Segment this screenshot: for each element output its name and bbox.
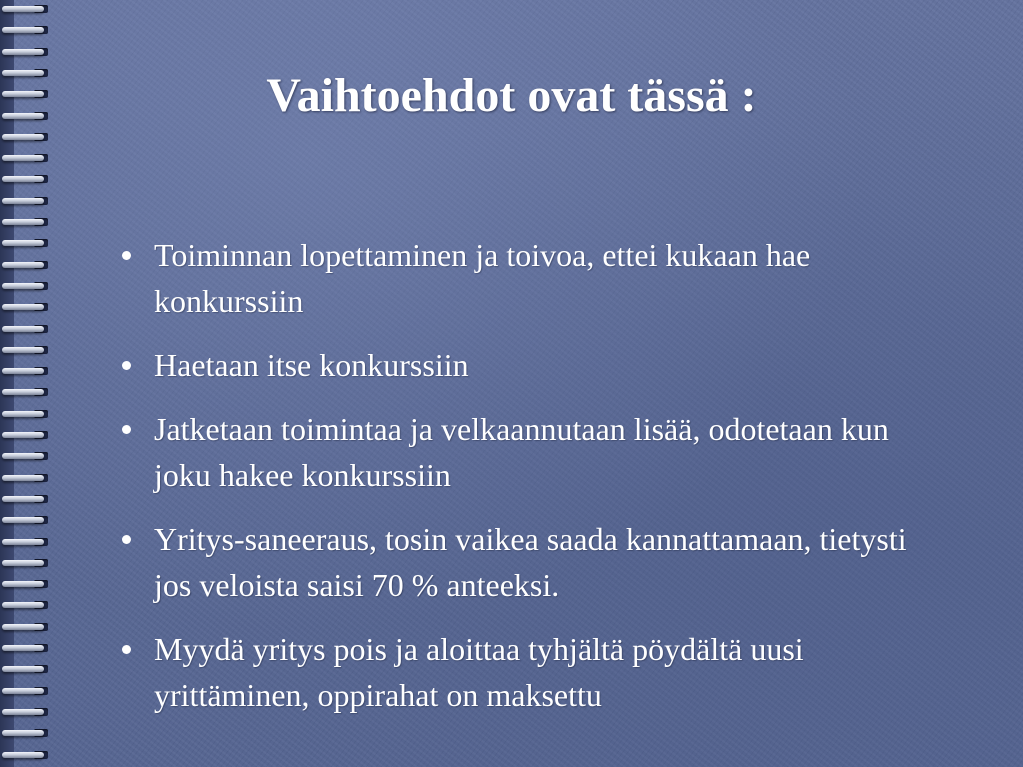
binding-ring [2,539,44,545]
bullet-dot-icon [122,361,131,370]
binding-ring [2,347,44,353]
bullet-dot-icon [122,251,131,260]
bullet-text: Toiminnan lopettaminen ja toivoa, ettei kukaan hae konkurssiin [154,237,811,319]
binding-ring [2,475,44,481]
bullet-dot-icon [122,645,131,654]
bullet-item [118,232,938,324]
bullet-list [118,232,938,736]
binding-ring [2,624,44,630]
binding-ring [2,709,44,715]
binding-ring [2,389,44,395]
binding-ring [2,262,44,268]
binding-ring [2,645,44,651]
binding-ring [2,666,44,672]
binding-ring [2,602,44,608]
binding-ring [2,240,44,246]
bullet-text: Yritys-saneeraus, tosin vaikea saada kannattamaan, tietysti jos veloista saisi 70 % anteeksi. [154,521,907,603]
binding-ring [2,496,44,502]
binding-ring [2,198,44,204]
binding-ring [2,27,44,33]
bullet-dot-icon [122,425,131,434]
binding-ring [2,688,44,694]
binding-ring [2,581,44,587]
bullet-dot-icon [122,535,131,544]
bullet-text: Myydä yritys pois ja aloittaa tyhjältä pöydältä uusi yrittäminen, oppirahat on maksettu [154,631,804,713]
bullet-item [118,342,938,388]
binding-ring [2,49,44,55]
binding-ring [2,432,44,438]
binding-ring [2,219,44,225]
bullet-item [118,516,938,608]
binding-ring [2,155,44,161]
binding-ring [2,453,44,459]
binding-ring [2,560,44,566]
binding-ring [2,752,44,758]
binding-ring [2,6,44,12]
bullet-text: Jatketaan toimintaa ja velkaannutaan lisää, odotetaan kun joku hakee konkurssiin [154,411,889,493]
binding-ring [2,304,44,310]
binding-ring [2,283,44,289]
slide-title: Vaihtoehdot ovat tässä : [266,69,757,122]
binding-ring [2,517,44,523]
bullet-item [118,626,938,718]
binding-ring [2,730,44,736]
bullet-item [118,406,938,498]
binding-ring [2,326,44,332]
binding-ring [2,411,44,417]
binding-ring [2,134,44,140]
binding-ring [2,176,44,182]
bullet-text: Haetaan itse konkurssiin [154,347,469,383]
binding-ring [2,368,44,374]
